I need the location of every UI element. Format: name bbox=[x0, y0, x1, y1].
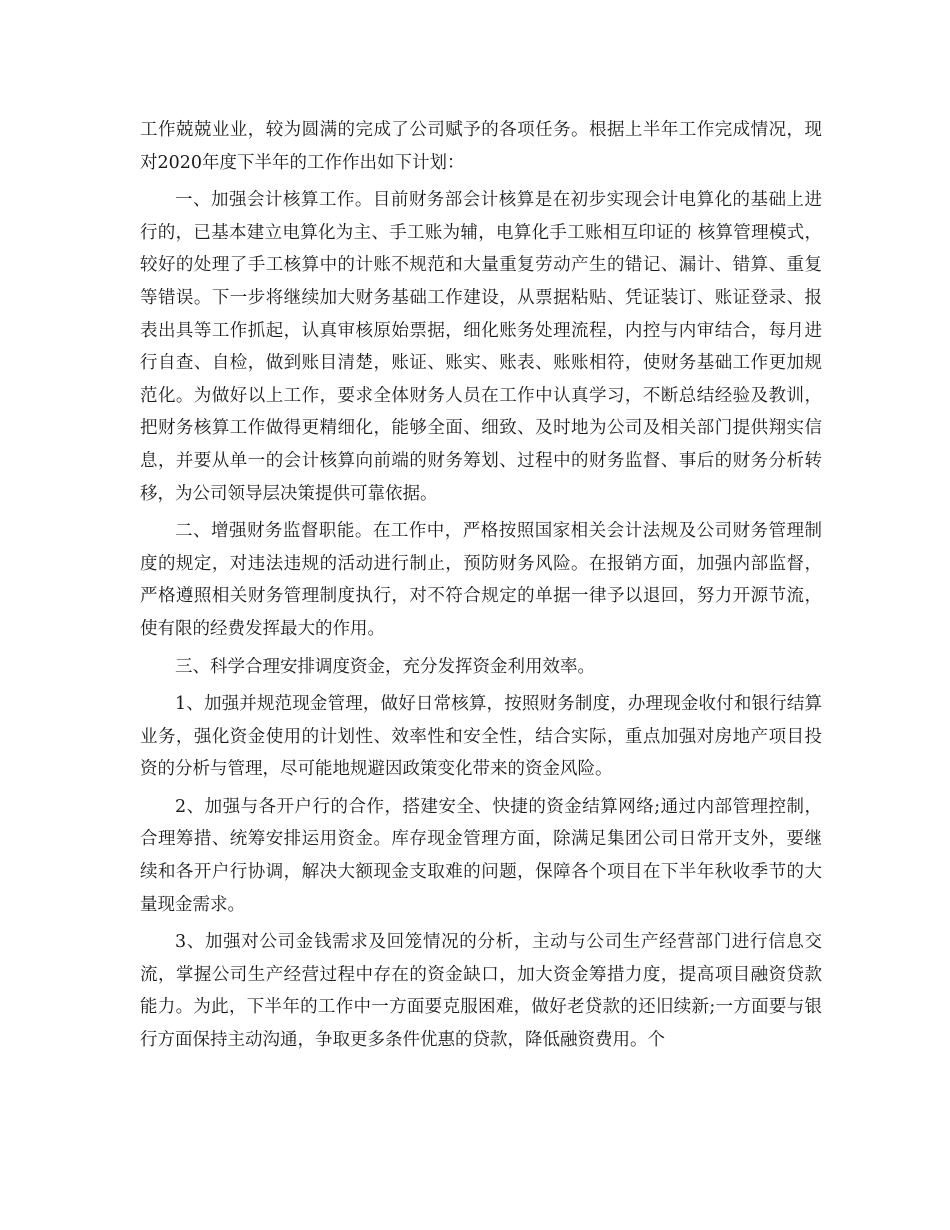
paragraph-fund-analysis: 3、加强对公司金钱需求及回笼情况的分析，主动与公司生产经营部门进行信息交流，掌握公司生产经营过程中存在的资金缺口，加大资金筹措力度，提高项目融资贷款能力。为此，下半年的工作中一方面要克服困难，做好老贷款的还旧续新;一方面要与银行方面保持主动沟通，争取更多条件优惠的贷款，降低融资费用。个 bbox=[140, 932, 822, 1051]
document-body bbox=[140, 114, 822, 1062]
paragraph-continuation: 工作兢兢业业，较为圆满的完成了公司赋予的各项任务。根据上半年工作完成情况，现对2020年度下半年的工作作出如下计划： bbox=[140, 120, 822, 173]
paragraph-accounting: 一、加强会计核算工作。目前财务部会计核算是在初步实现会计电算化的基础上进行的，已基本建立电算化为主、手工账为辅，电算化手工账相互印证的 核算管理模式，较好的处理了手工核算中的计账不规范和大量重复劳动产生的错记、漏计、错算、重复等错误。下一步将继续加大财务基础工作建设，从票据粘贴、凭证装订、账证登录、报表出具等工作抓起，认真审核原始票据，细化账务处理流程，内控与内审结合，每月进行自查、自检，做到账目清楚，账证、账实、账表、账账相符，使财务基础工作更加规范化。为做好以上工作，要求全体财务人员在工作中认真学习，不断总结经验及教训，把财务核算工作做得更精细化，能够全面、细致、及时地为公司及相关部门提供翔实信息，并要从单一的会计核算向前端的财务筹划、过程中的财务监督、事后的财务分析转移，为公司领导层决策提供可靠依据。 bbox=[140, 190, 822, 504]
paragraph-bank-cooperation: 2、加强与各开户行的合作，搭建安全、快捷的资金结算网络;通过内部管理控制，合理筹措、统筹安排运用资金。库存现金管理方面，除满足集团公司日常开支外，要继续和各开户行协调，解决大额现金支取难的问题，保障各个项目在下半年秋收季节的大量现金需求。 bbox=[140, 796, 822, 915]
paragraph-funds-heading: 三、科学合理安排调度资金，充分发挥资金利用效率。 bbox=[175, 656, 595, 677]
paragraph-cash-management: 1、加强并规范现金管理，做好日常核算，按照财务制度，办理现金收付和银行结算业务，强化资金使用的计划性、效率性和安全性，结合实际，重点加强对房地产项目投资的分析与管理，尽可能地规避因政策变化带来的资金风险。 bbox=[140, 694, 822, 780]
paragraph-supervision: 二、增强财务监督职能。在工作中，严格按照国家相关会计法规及公司财务管理制度的规定，对违法违规的活动进行制止，预防财务风险。在报销方面，加强内部监督，严格遵照相关财务管理制度执行，对不符合规定的单据一律予以退回，努力开源节流，使有限的经费发挥最大的作用。 bbox=[140, 521, 822, 639]
